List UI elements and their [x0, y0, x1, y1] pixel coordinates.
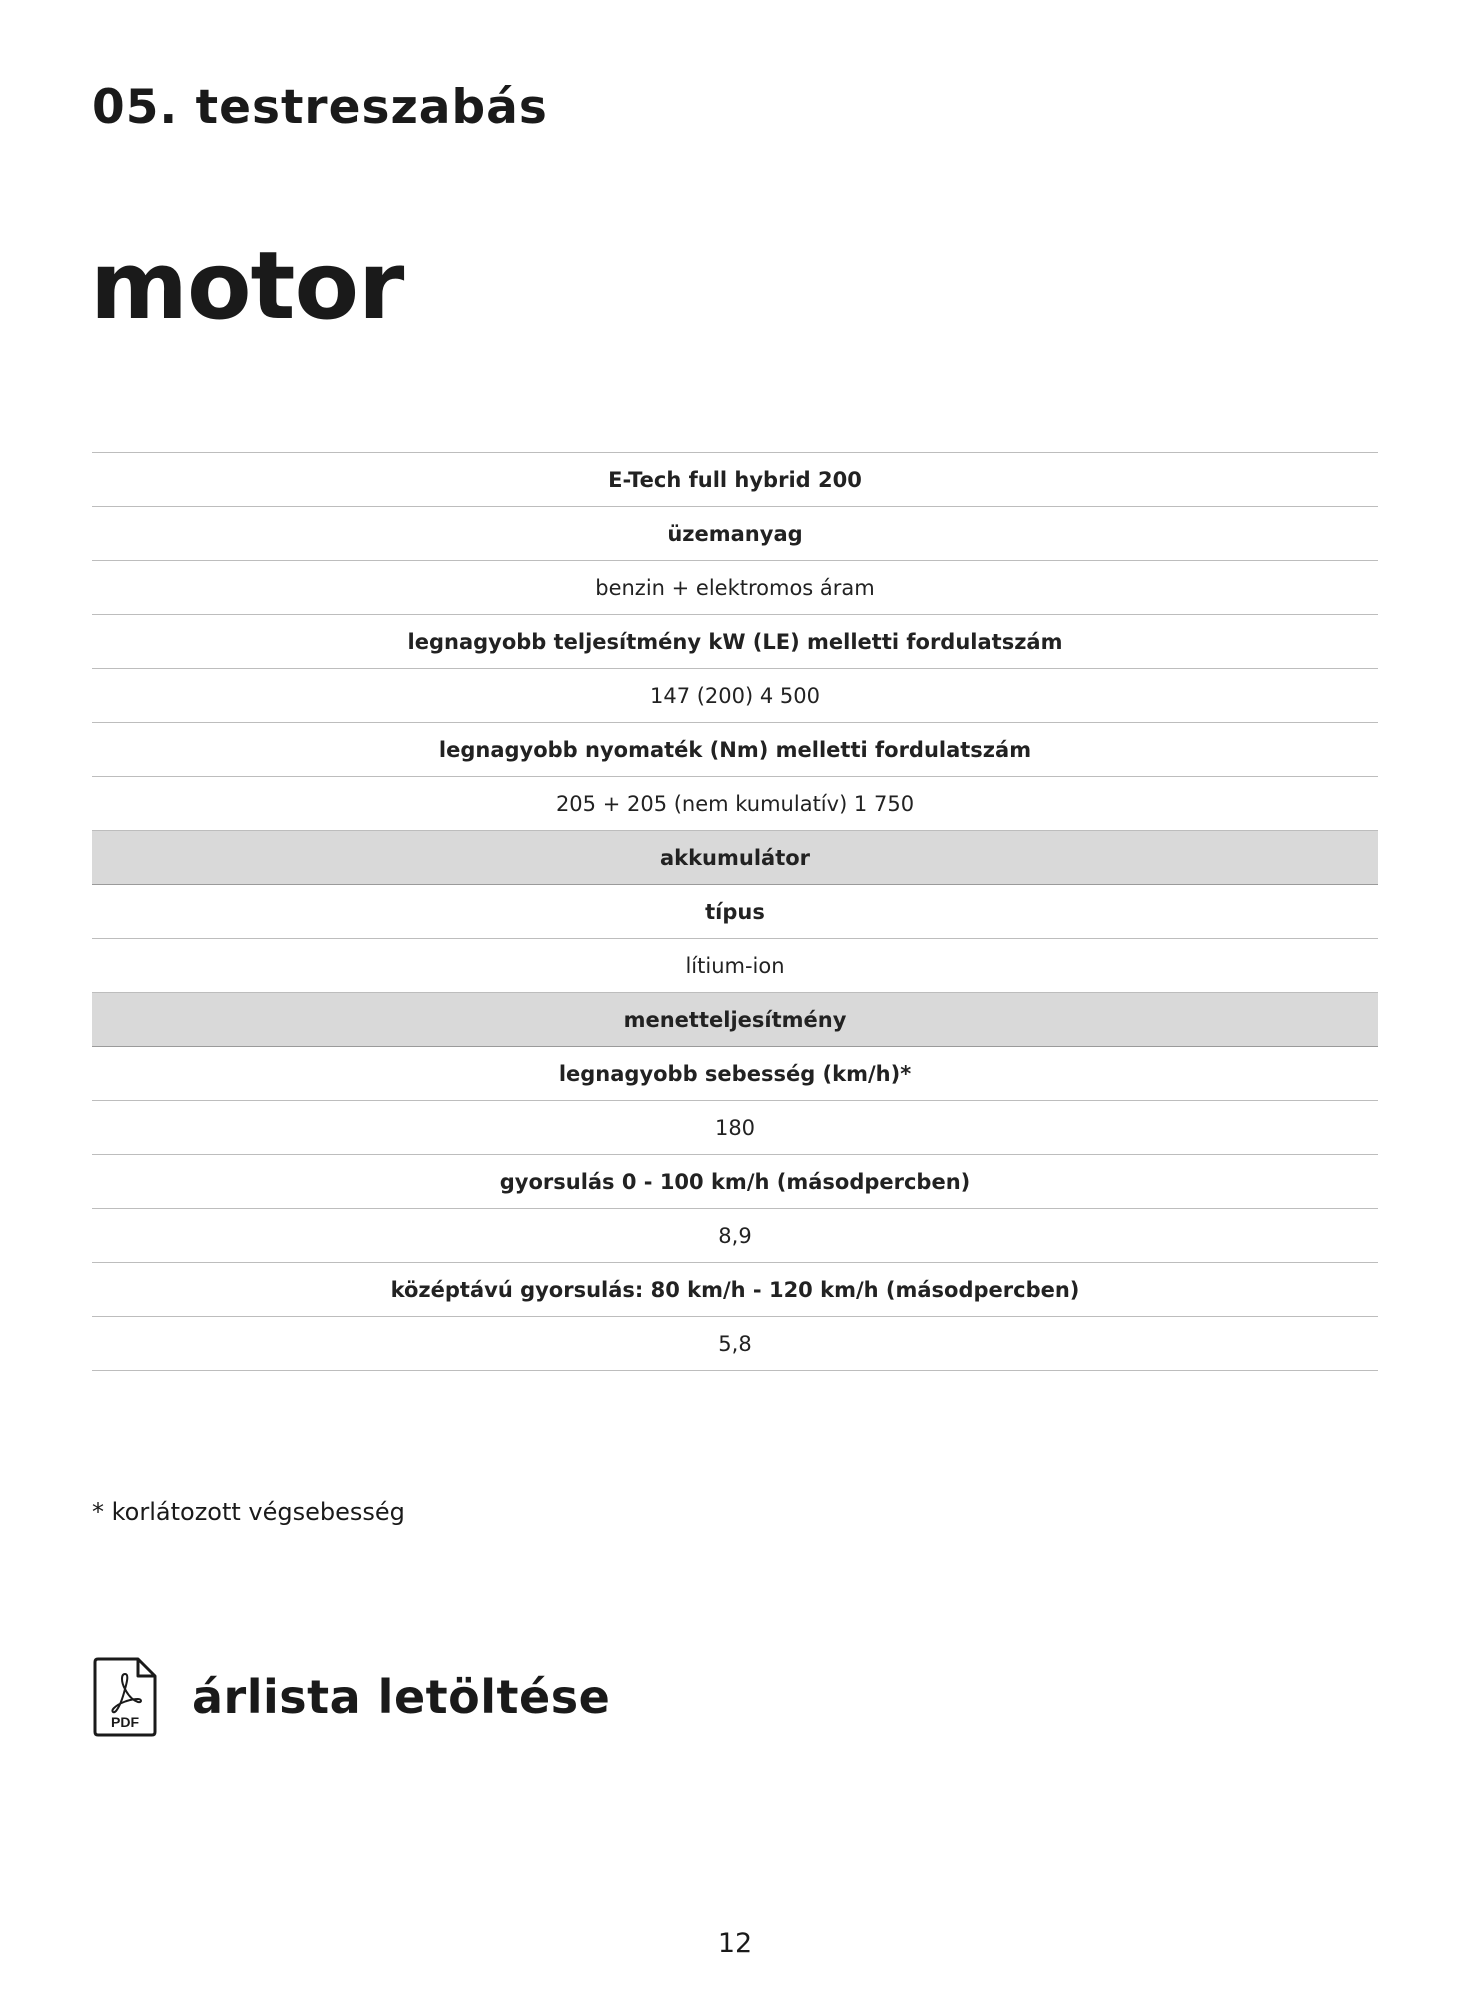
spec-label-row: középtávú gyorsulás: 80 km/h - 120 km/h (másodpercben) — [92, 1263, 1378, 1317]
spec-value-row: 5,8 — [92, 1317, 1378, 1371]
spec-label-row: E-Tech full hybrid 200 — [92, 453, 1378, 507]
pdf-icon-text: PDF — [111, 1714, 139, 1730]
footnote: * korlátozott végsebesség — [92, 1498, 405, 1526]
spec-section-header: menetteljesítmény — [92, 993, 1378, 1047]
spec-section-header: akkumulátor — [92, 831, 1378, 885]
page-heading: motor — [90, 232, 404, 341]
spec-label-row: gyorsulás 0 - 100 km/h (másodpercben) — [92, 1155, 1378, 1209]
download-price-list-link[interactable] — [92, 1656, 610, 1738]
spec-value-row: 147 (200) 4 500 — [92, 669, 1378, 723]
spec-value-row: 205 + 205 (nem kumulatív) 1 750 — [92, 777, 1378, 831]
spec-value-row: lítium-ion — [92, 939, 1378, 993]
spec-table — [92, 452, 1378, 1371]
section-title: 05. testreszabás — [92, 80, 548, 135]
spec-label-row: típus — [92, 885, 1378, 939]
spec-label-row: üzemanyag — [92, 507, 1378, 561]
spec-value-row: 8,9 — [92, 1209, 1378, 1263]
download-label[interactable]: árlista letöltése — [192, 1670, 611, 1724]
pdf-file-icon — [92, 1656, 158, 1738]
page-number: 12 — [717, 1928, 753, 1959]
spec-label-row: legnagyobb sebesség (km/h)* — [92, 1047, 1378, 1101]
spec-value-row: benzin + elektromos áram — [92, 561, 1378, 615]
spec-label-row: legnagyobb nyomaték (Nm) melletti fordulatszám — [92, 723, 1378, 777]
spec-value-row: 180 — [92, 1101, 1378, 1155]
spec-label-row: legnagyobb teljesítmény kW (LE) melletti fordulatszám — [92, 615, 1378, 669]
